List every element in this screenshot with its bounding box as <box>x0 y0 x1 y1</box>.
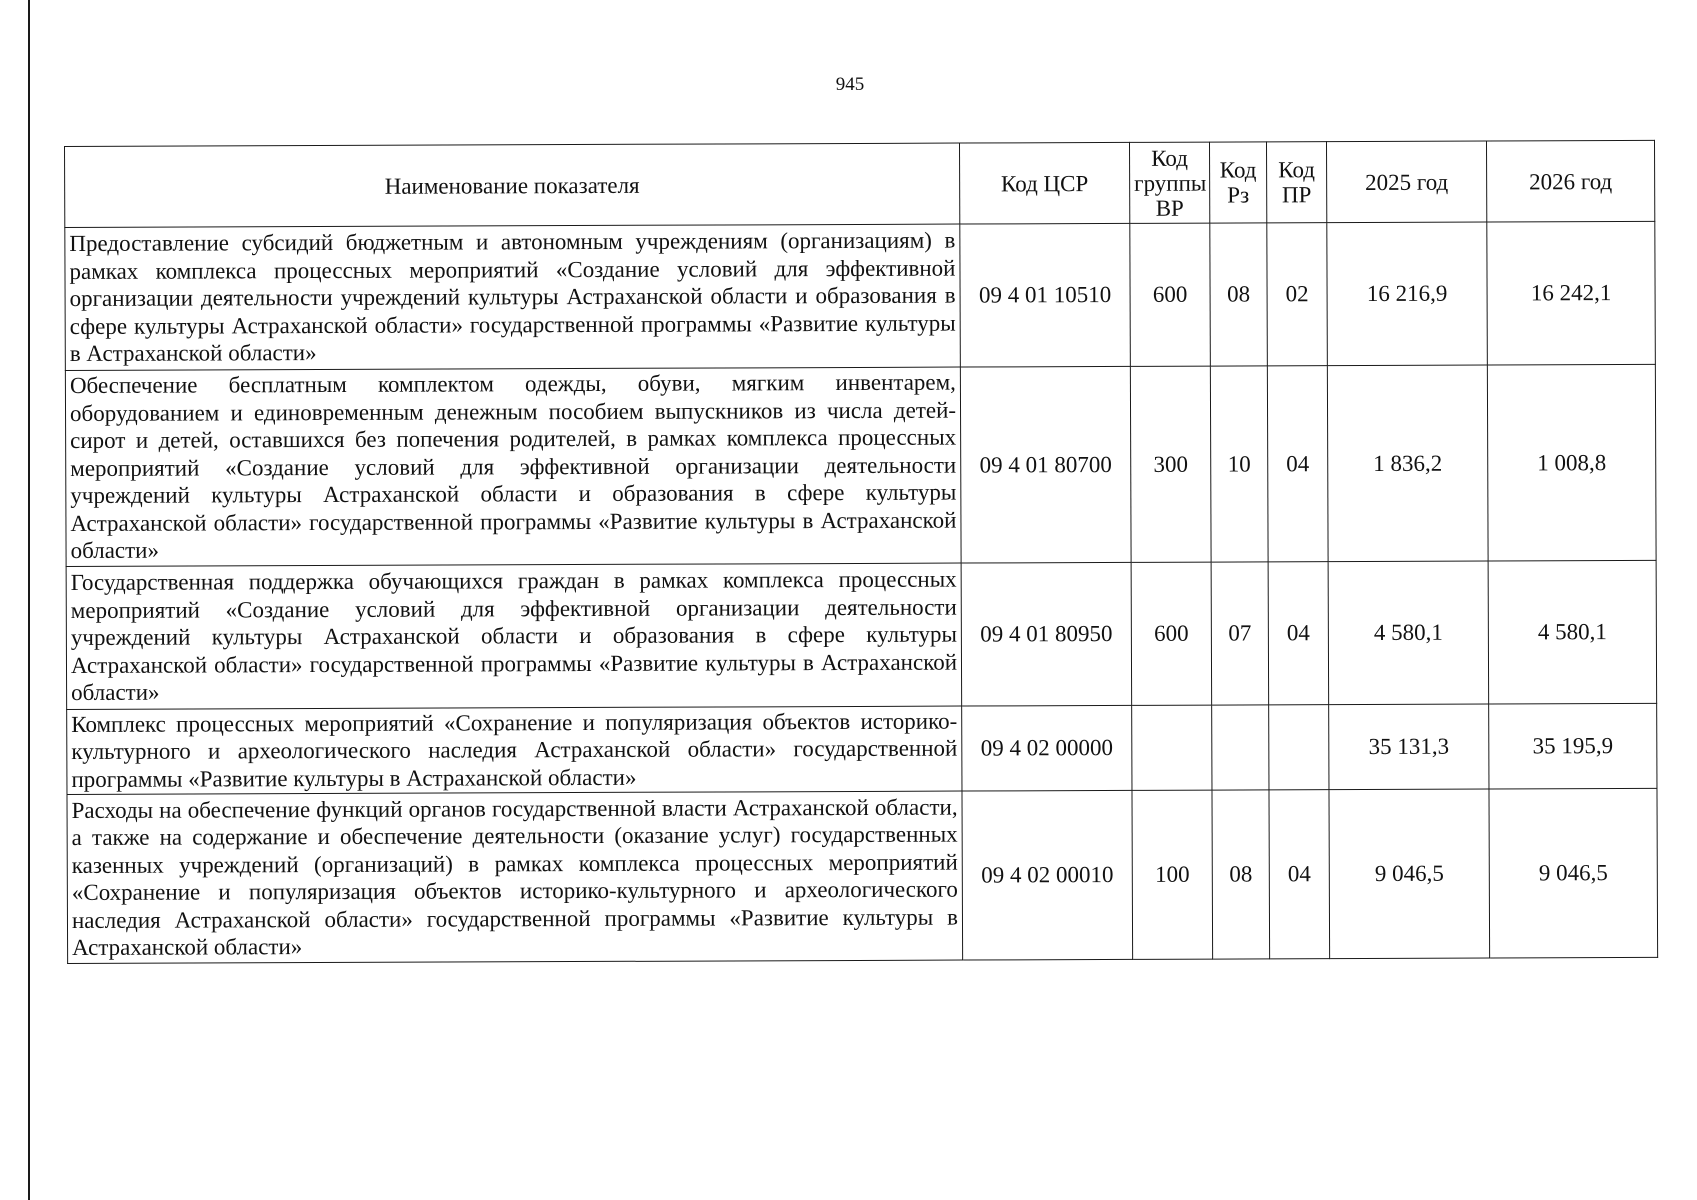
row-vr-code <box>1132 705 1212 790</box>
table-row <box>65 364 1656 566</box>
row-pr-code: 02 <box>1267 223 1328 366</box>
row-csr-code: 09 4 02 00010 <box>962 790 1133 960</box>
row-vr-code: 600 <box>1130 223 1211 366</box>
row-pr-code <box>1269 705 1329 790</box>
page-number: 945 <box>835 74 865 95</box>
row-value-2025: 9 046,5 <box>1329 789 1490 959</box>
row-name: Комплекс процессных мероприятий «Сохранение и популяризация объектов историко-культурного и археологического наследия Астраханской области» государственной программы «Развитие культуры в Астраханской области» <box>67 706 962 794</box>
header-csr-code: Код ЦСР <box>959 142 1129 224</box>
row-vr-code: 100 <box>1132 790 1213 959</box>
header-rz-code: Код Рз <box>1209 142 1266 223</box>
row-pr-code: 04 <box>1267 366 1328 562</box>
row-value-2025: 35 131,3 <box>1329 704 1489 790</box>
row-name: Обеспечение бесплатным комплектом одежды, обуви, мягким инвентарем, оборудованием и единовременным денежным пособием выпускников из числа детей-сирот и детей, оставшихся без попечения родителей, в рамках комплекса процессных мероприятий «Создание условий для эффективной организации деятельности учреждений культуры Астраханской области и образования в сфере культуры Астраханской области» государственной программы «Развитие культуры в Астраханской области» <box>65 367 961 566</box>
row-csr-code: 09 4 01 80700 <box>960 366 1131 563</box>
row-rz-code <box>1212 705 1269 790</box>
row-csr-code: 09 4 02 00000 <box>962 705 1132 791</box>
row-value-2026: 4 580,1 <box>1488 560 1657 704</box>
row-csr-code: 09 4 01 80950 <box>961 562 1132 706</box>
row-vr-code: 600 <box>1131 562 1212 705</box>
row-value-2025: 16 216,9 <box>1327 222 1488 366</box>
row-value-2025: 1 836,2 <box>1327 365 1488 562</box>
row-name: Предоставление субсидий бюджетным и автономным учреждениям (организациям) в рамках комплекса процессных мероприятий «Создание условий для эффективной организации деятельности учреждений культуры Астраханской области и образования в сфере культуры Астраханской области» государственной программы «Развитие культуры в Астраханской области» <box>65 224 961 370</box>
row-name: Расходы на обеспечение функций органов государственной власти Астраханской области, а также на содержание и обеспечение деятельности (оказание услуг) государственных казенных учреждений (организаций) в рамках комплекса процессных мероприятий «Сохранение и популяризация объектов историко-культурного и археологического наследия Астраханской области» государственной программы «Развитие культуры в Астраханской области» <box>67 791 963 963</box>
row-name: Государственная поддержка обучающихся граждан в рамках комплекса процессных мероприятий «Создание условий для эффективной организации деятельности учреждений культуры Астраханской области и образования в сфере культуры Астраханской области» государственной программы «Развитие культуры в Астраханской области» <box>66 563 962 709</box>
row-value-2026: 16 242,1 <box>1487 221 1656 365</box>
row-value-2026: 9 046,5 <box>1489 788 1658 958</box>
table-row <box>65 221 1656 370</box>
row-vr-code: 300 <box>1130 366 1211 562</box>
binding-margin-line <box>28 0 30 1200</box>
header-pr-code: Код ПР <box>1266 142 1326 223</box>
header-name: Наименование показателя <box>65 143 960 227</box>
header-year-2026: 2026 год <box>1486 140 1654 222</box>
table-row <box>67 703 1657 794</box>
row-value-2025: 4 580,1 <box>1328 561 1489 705</box>
row-value-2026: 1 008,8 <box>1487 364 1656 561</box>
header-year-2025: 2025 год <box>1326 141 1486 223</box>
table-header-row <box>65 140 1655 227</box>
budget-table <box>64 140 1658 964</box>
row-pr-code: 04 <box>1268 562 1329 705</box>
row-rz-code: 08 <box>1212 790 1270 959</box>
row-rz-code: 07 <box>1211 562 1269 705</box>
row-csr-code: 09 4 01 10510 <box>960 223 1131 367</box>
table-row <box>67 788 1658 963</box>
header-vr-group-code: Код группы ВР <box>1129 142 1209 223</box>
table-row <box>66 560 1657 709</box>
row-rz-code: 10 <box>1210 366 1268 562</box>
row-value-2026: 35 195,9 <box>1489 703 1657 789</box>
row-pr-code: 04 <box>1269 790 1330 959</box>
row-rz-code: 08 <box>1210 223 1268 366</box>
